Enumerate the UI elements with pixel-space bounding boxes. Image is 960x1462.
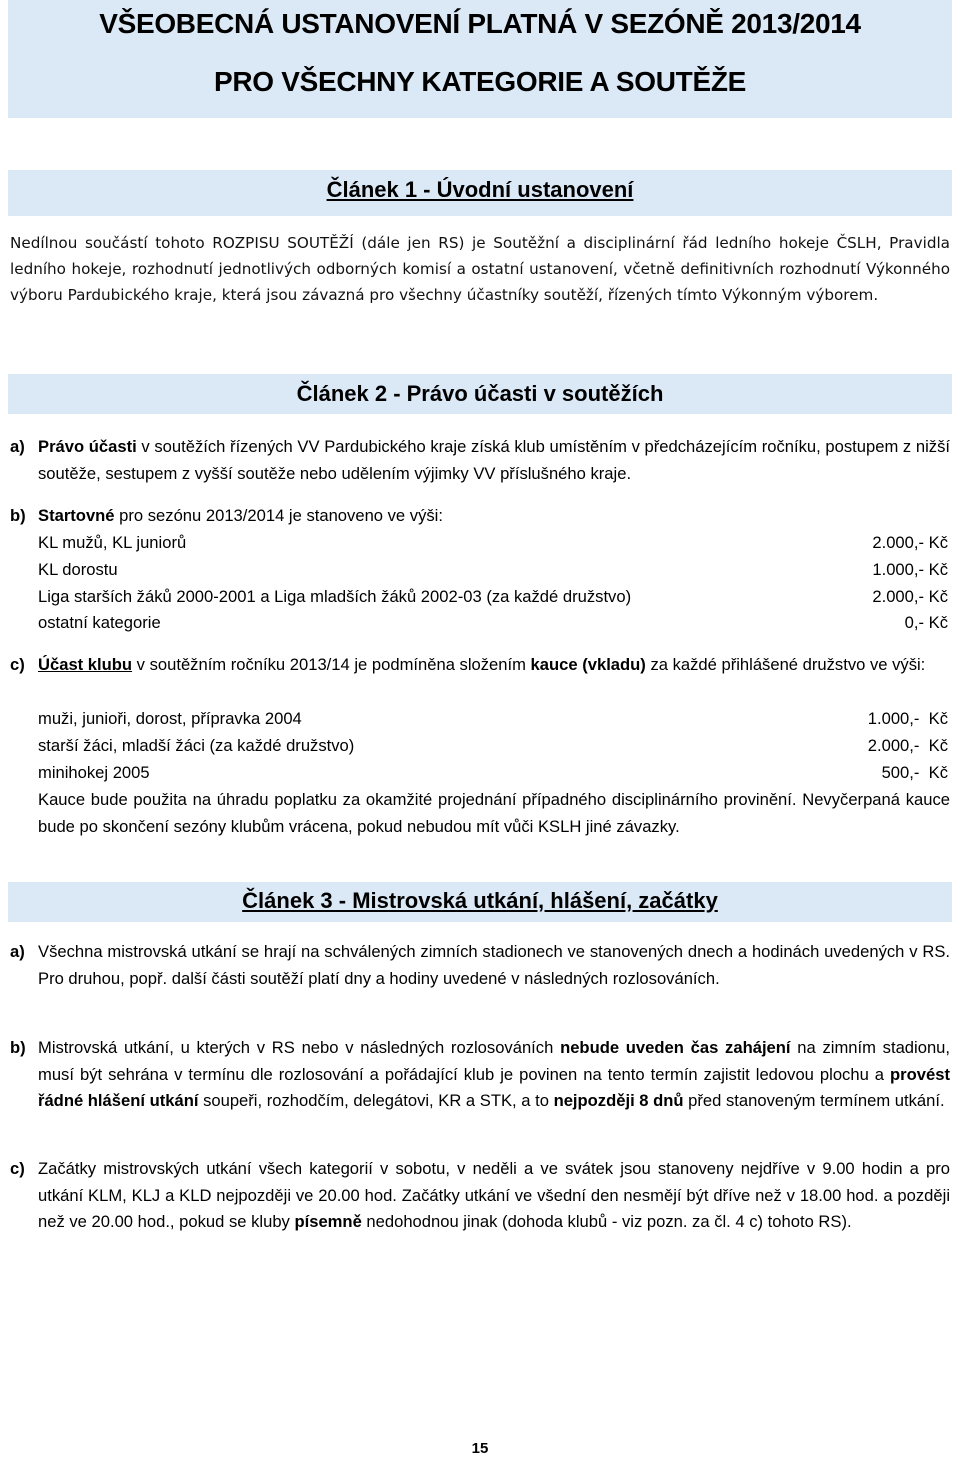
article-2-item-a: a) Právo účasti v soutěžích řízených VV Pardubického kraje získá klub umístěním v předcházejícím ročníku, postupem z nižší soutěže, sestupem z vyšší soutěže nebo udělením výjimky VV příslušného kraje.	[10, 437, 951, 483]
deposit-note: Kauce bude použita na úhradu poplatku za okamžité projednání případného disciplinárního provinění. Nevyčerpaná kauce bude po skončení sezóny klubům vrácena, pokud nebudou mít vůči KSLH jiné závazky.	[38, 790, 950, 836]
fee-row: KL mužů, KL juniorů 2.000,- Kč	[38, 533, 948, 552]
article-2-item-b: b) Startovné pro sezónu 2013/2014 je stanoveno ve výši:	[10, 506, 443, 525]
article-3-item-c: c) Začátky mistrovských utkání všech kategorií v sobotu, v neděli a ve svátek jsou stanoveny nejdříve v 9.00 hodin a pro utkání KLM, KLJ a KLD nejpozději ve 20.00 hod. Začátky utkání ve všední den nesmějí být dříve než v 18.00 hod. a později než ve 20.00 hod., pokud se kluby písemně nedohodnou jinak (dohoda klubů - viz pozn. za čl. 4 c) tohoto RS).	[10, 1159, 950, 1231]
fee-row: ostatní kategorie 0,- Kč	[38, 613, 948, 632]
article-3-heading: Článek 3 - Mistrovská utkání, hlášení, začátky	[242, 888, 718, 913]
deposit-row: muži, junioři, dorost, přípravka 2004 1.000,- Kč	[38, 709, 948, 728]
page-title: VŠEOBECNÁ USTANOVENÍ PLATNÁ V SEZÓNĚ 2013/2014	[99, 8, 861, 39]
article-2-heading-banner	[8, 374, 952, 414]
article-2-item-c: c) Účast klubu v soutěžním ročníku 2013/14 je podmíněna složením kauce (vkladu) za každé přihlášené družstvo ve výši:	[10, 655, 926, 674]
article-1-heading-banner	[8, 170, 952, 216]
article-3-item-a: a) Všechna mistrovská utkání se hrají na schválených zimních stadionech ve stanovených dnech a hodinách uvedených v RS. Pro druhou, popř. další části soutěží platí dny a hodiny uvedené v následných rozlosováních.	[10, 942, 950, 988]
fee-row: Liga starších žáků 2000-2001 a Liga mladších žáků 2002-03 (za každé družstvo) 2.000,- Kč	[38, 587, 948, 606]
title-banner	[8, 0, 952, 118]
page-number: 15	[471, 1440, 489, 1457]
deposit-row: minihokej 2005 500,- Kč	[38, 763, 948, 782]
article-3-heading-banner	[8, 882, 952, 922]
article-1-text: Nedílnou součástí tohoto ROZPISU SOUTĚŽÍ (dále jen RS) je Soutěžní a disciplinární řád ledního hokeje ČSLH, Pravidla ledního hokeje, rozhodnutí jednotlivých odborných komisí a ostatní ustanovení, včetně definitivních rozhodnutí Výkonného výboru Pardubického kraje, která jsou závazná pro všechny účastníky soutěží, řízených tímto Výkonným výborem.	[10, 234, 950, 304]
page-subtitle: PRO VŠECHNY KATEGORIE A SOUTĚŽE	[213, 66, 747, 97]
article-1-heading: Článek 1 - Úvodní ustanovení	[326, 177, 634, 202]
fee-row: KL dorostu 1.000,- Kč	[38, 560, 948, 579]
article-2-heading: Článek 2 - Právo účasti v soutěžích	[296, 381, 664, 406]
deposit-row: starší žáci, mladší žáci (za každé družstvo) 2.000,- Kč	[38, 736, 948, 755]
article-3-item-b: b) Mistrovská utkání, u kterých v RS nebo v následných rozlosováních nebude uveden čas zahájení na zimním stadionu, musí být sehrána v termínu dle rozlosování a pořádající klub je povinen na tento termín zajistit ledovou plochu a provést řádné hlášení utkání soupeři, rozhodčím, delegátovi, KR a STK, a to nejpozději 8 dnů před stanoveným termínem utkání.	[10, 1038, 951, 1110]
